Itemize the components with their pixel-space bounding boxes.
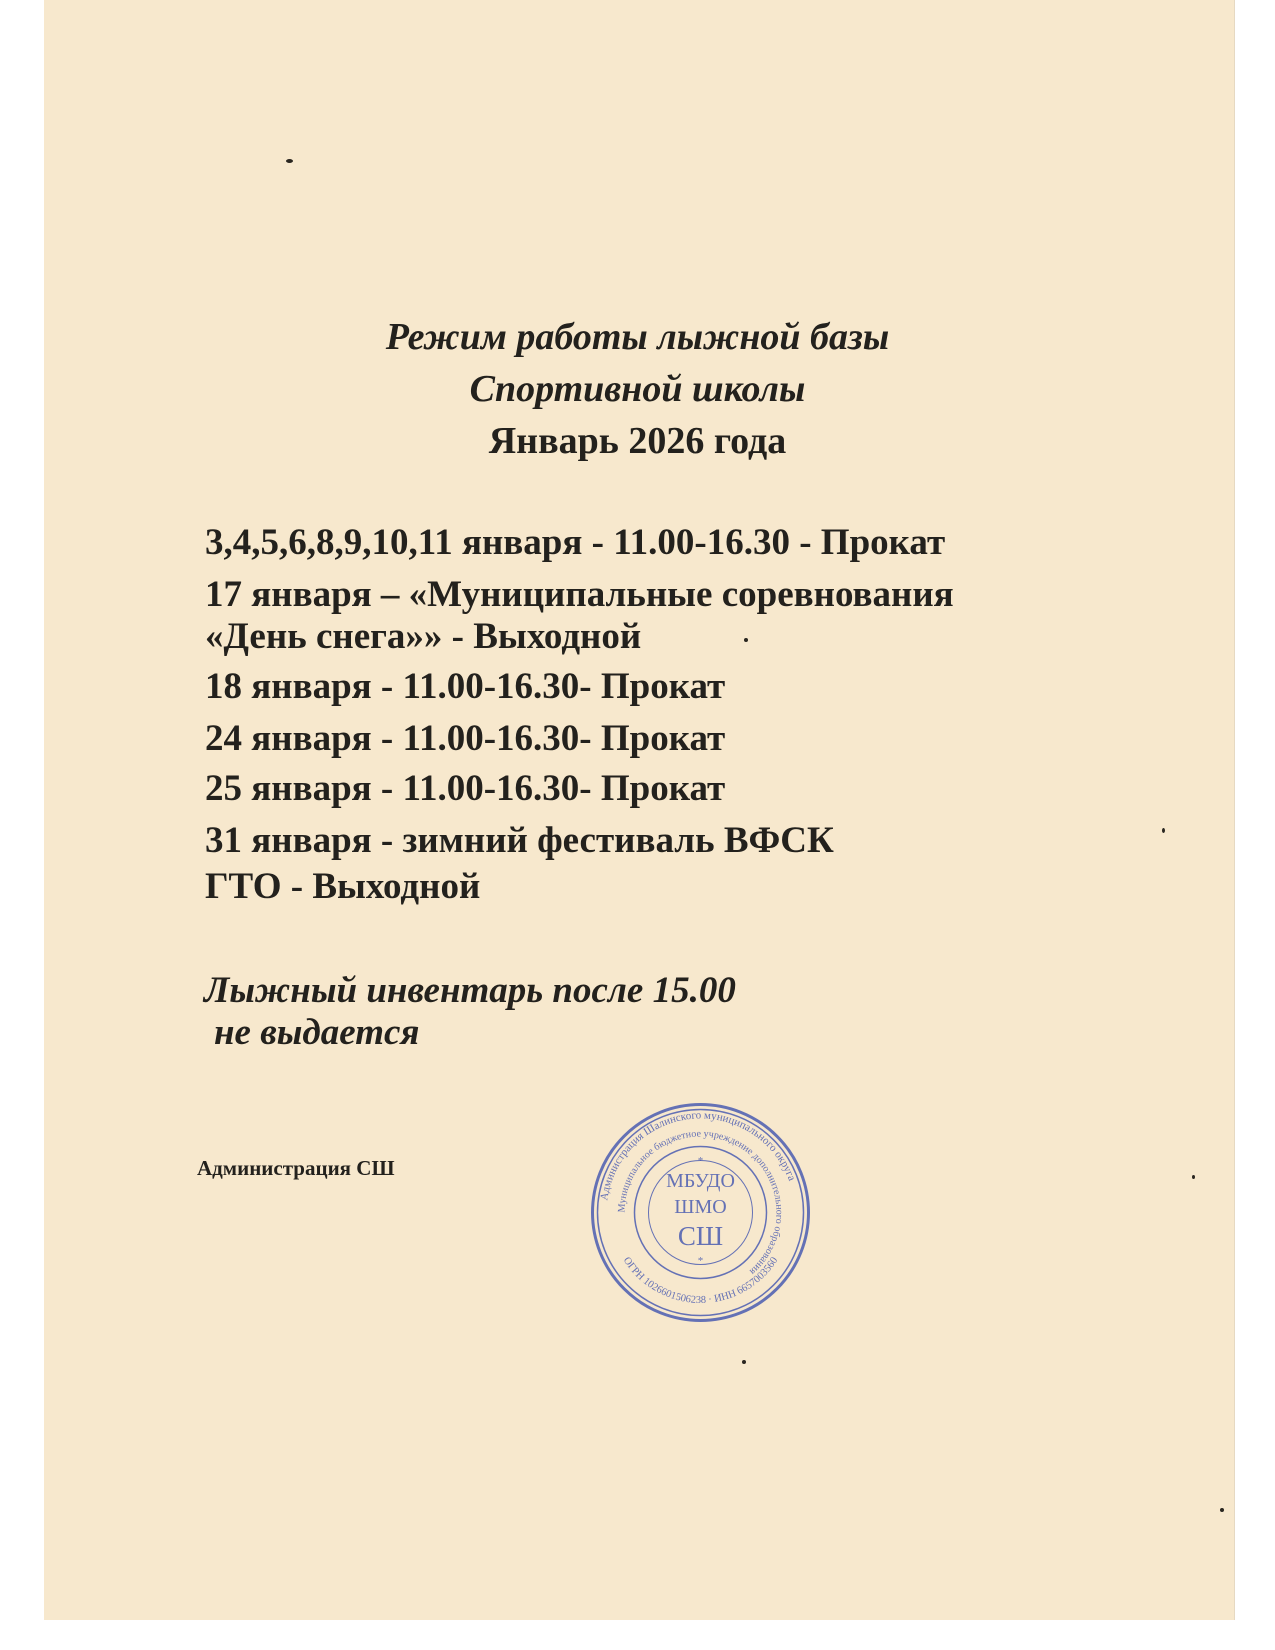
schedule-line: 17 января – «Муниципальные соревнования: [205, 574, 954, 615]
stamp-middle-text: Муниципальное бюджетное учреждение дополнительного образования: [616, 1128, 785, 1277]
stamp-center-line-1: МБУДО: [666, 1170, 735, 1192]
dust-speck: [1162, 828, 1165, 833]
dust-speck: [1192, 1175, 1195, 1179]
official-stamp: [588, 1100, 813, 1325]
heading-line-3: Январь 2026 года: [488, 420, 787, 462]
dust-speck: [742, 1360, 746, 1364]
stamp-center-line-3: СШ: [677, 1221, 724, 1251]
stamp-star-icon: *: [697, 1155, 704, 1167]
stamp-center-line-2: ШМО: [674, 1196, 727, 1218]
stamp-registration-text: ОГРН 1026601506238 · ИНН 6657003560: [620, 1255, 781, 1307]
schedule-line: 18 января - 11.00-16.30- Прокат: [205, 666, 726, 707]
schedule-line: 3,4,5,6,8,9,10,11 января - 11.00-16.30 - Прокат: [205, 522, 946, 563]
notice-line-1: Лыжный инвентарь после 15.00: [204, 970, 736, 1011]
schedule-line: «День снега»» - Выходной: [205, 616, 642, 657]
signature-administration: Администрация СШ: [197, 1156, 395, 1180]
dust-speck: [744, 638, 748, 642]
schedule-line: 24 января - 11.00-16.30- Прокат: [205, 718, 726, 759]
schedule-line: 31 января - зимний фестиваль ВФСК: [205, 820, 834, 861]
heading-line-1: Режим работы лыжной базы: [385, 316, 890, 358]
schedule-line: 25 января - 11.00-16.30- Прокат: [205, 768, 726, 809]
document-page: [44, 0, 1235, 1620]
notice-line-2: не выдается: [214, 1012, 420, 1053]
stamp-star-icon: *: [697, 1255, 704, 1267]
dust-speck: [1220, 1508, 1224, 1512]
dust-speck: [286, 159, 293, 163]
stamp-outer-text: Администрация Шалинского муниципального округа: [598, 1109, 798, 1202]
schedule-line: ГТО - Выходной: [205, 866, 481, 907]
heading-line-2: Спортивной школы: [469, 368, 806, 410]
